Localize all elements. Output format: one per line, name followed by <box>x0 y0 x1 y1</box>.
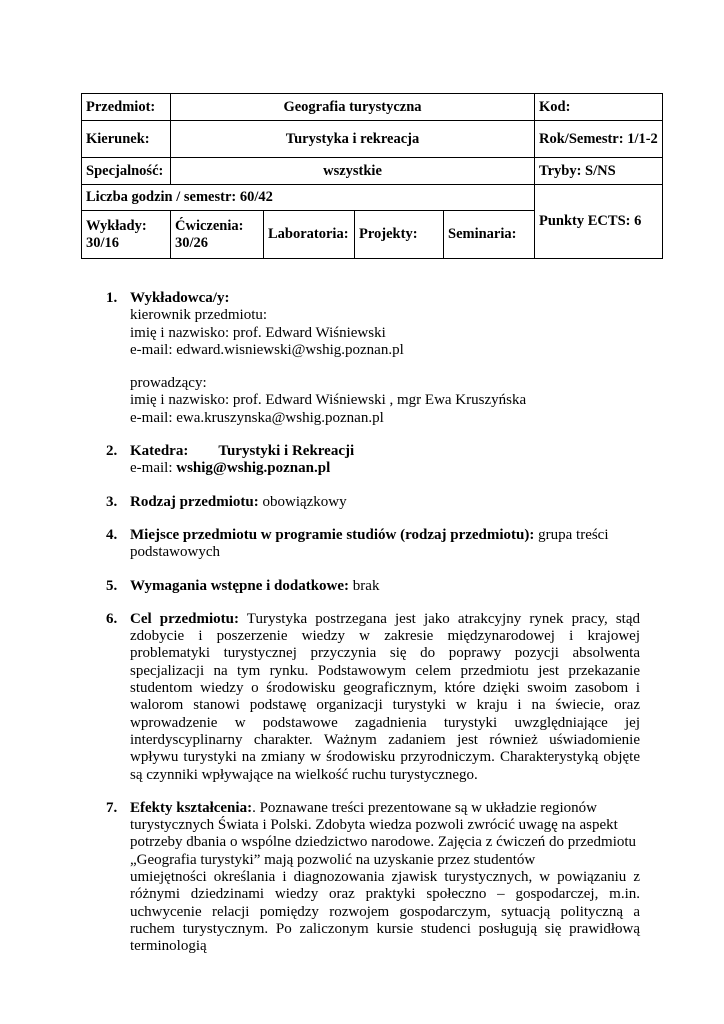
lectures-hours: Wykłady: 30/16 <box>82 211 171 259</box>
outcomes-line-4: „Geografia turystyki” mają pozwolić na uzyskanie przez studentów <box>130 851 536 868</box>
subject-label: Przedmiot: <box>82 94 171 121</box>
section-course-type <box>100 494 640 511</box>
section-number: 3. <box>106 493 118 510</box>
study-modes: Tryby: S/NS <box>535 158 663 185</box>
field-label: Kierunek: <box>82 121 171 158</box>
projects-label: Projekty: <box>355 211 444 259</box>
head-name: imię i nazwisko: prof. Edward Wiśniewski <box>130 324 386 341</box>
section-department <box>100 443 640 478</box>
section-title: Wykładowca/y: <box>130 290 230 306</box>
section-title: Miejsce przedmiotu w programie studiów (rodzaj przedmiotu): <box>130 526 535 543</box>
course-info-table <box>81 93 663 259</box>
section-number: 7. <box>106 799 118 816</box>
section-number: 4. <box>106 526 118 543</box>
hours-per-semester: Liczba godzin / semestr: 60/42 <box>82 185 535 211</box>
subject-value: Geografia turystyczna <box>171 94 535 121</box>
course-goal-text: Turystyka postrzegana jest jako atrakcyjny rynek pracy, stąd zdobycie i poszerzenie wiedzy w zakresie międzynarodowej i krajowej problematyki turystycznej przyczynia się do poprawy pozycji absolwenta specjalizacji na tym rynku. Podstawowym celem przedmiotu jest przekazanie studentom wiedzy o środowisku geograficznym, które dzięki swoim zasobom i walorom stanowi podstawę organizacji turystyki w kraju i na świecie, oraz wprowadzenie w podstawowe zagadnienia turystyki uwzględniające jej interdyscyplinarny charakter. Ważnym zadaniem jest również uświadomienie wpływu turystyki na zmiany w środowisku przyrodniczym. Charakterystyką objęte są czynniki wpływające na wielkość ruchu turystycznego. <box>130 610 641 783</box>
outcomes-line-1: . Poznawane treści prezentowane są w układzie regionów <box>252 799 597 816</box>
code-label: Kod: <box>535 94 663 121</box>
exercises-hours: Ćwiczenia: 30/26 <box>171 211 264 259</box>
department-name: Turystyki i Rekreacji <box>218 443 355 460</box>
section-requirements <box>100 578 640 595</box>
seminars-label: Seminaria: <box>444 211 535 259</box>
lead-email: e-mail: ewa.kruszynska@wshig.poznan.pl <box>130 409 384 426</box>
section-title: Katedra: <box>130 443 189 460</box>
head-email: e-mail: edward.wisniewski@wshig.poznan.pl <box>130 341 404 358</box>
outcomes-line-3: potrzeby dbania o wspólne dziedzictwo narodowe. Zajęcia z ćwiczeń do przedmiotu <box>130 834 637 851</box>
email-label: e-mail: <box>130 460 177 477</box>
specialty-label: Specjalność: <box>82 158 171 185</box>
section-number: 5. <box>106 577 118 594</box>
section-course-goal <box>100 611 640 784</box>
section-number: 6. <box>106 610 118 627</box>
section-number: 1. <box>106 290 118 306</box>
specialty-value: wszystkie <box>171 158 535 185</box>
outcomes-line-2: turystycznych Świata i Polski. Zdobyta wiedza pozwoli zwrócić uwagę na aspekt <box>130 817 618 834</box>
course-sections <box>100 290 640 956</box>
field-value: Turystyka i rekreacja <box>171 121 535 158</box>
section-number: 2. <box>106 443 118 460</box>
section-title: Cel przedmiotu: <box>130 610 239 627</box>
head-label: kierownik przedmiotu: <box>130 307 268 324</box>
section-program-placement <box>100 527 640 562</box>
program-placement-value: grupa treści podstawowych <box>130 526 609 561</box>
lead-label: prowadzący: <box>130 375 207 392</box>
outcomes-text: umiejętności określania i diagnozowania zjawisk turystycznych, w powiązaniu z różnymi dziedzinami wiedzy oraz praktyki społeczno – gospodarczej, m.in. uchwycenie relacji pomiędzy rozwojem gospodarczym, sytuacją polityczną a ruchem turystycznym. Po zaliczonym kursie studenci posługują się prawidłową terminologią <box>130 869 640 955</box>
lead-name: imię i nazwisko: prof. Edward Wiśniewski , mgr Ewa Kruszyńska <box>130 392 527 409</box>
section-title: Wymagania wstępne i dodatkowe: <box>130 577 350 594</box>
requirements-value: brak <box>349 577 380 594</box>
section-learning-outcomes <box>100 800 640 956</box>
laboratory-label: Laboratoria: <box>264 211 355 259</box>
year-semester: Rok/Semestr: 1/1-2 <box>535 121 663 158</box>
section-title: Efekty kształcenia: <box>130 799 253 816</box>
section-lecturers <box>100 290 640 427</box>
department-email: wshig@wshig.poznan.pl <box>176 460 331 477</box>
section-title: Rodzaj przedmiotu: <box>130 493 259 510</box>
ects-points: Punkty ECTS: 6 <box>535 185 663 259</box>
course-type-value: obowiązkowy <box>258 493 347 510</box>
